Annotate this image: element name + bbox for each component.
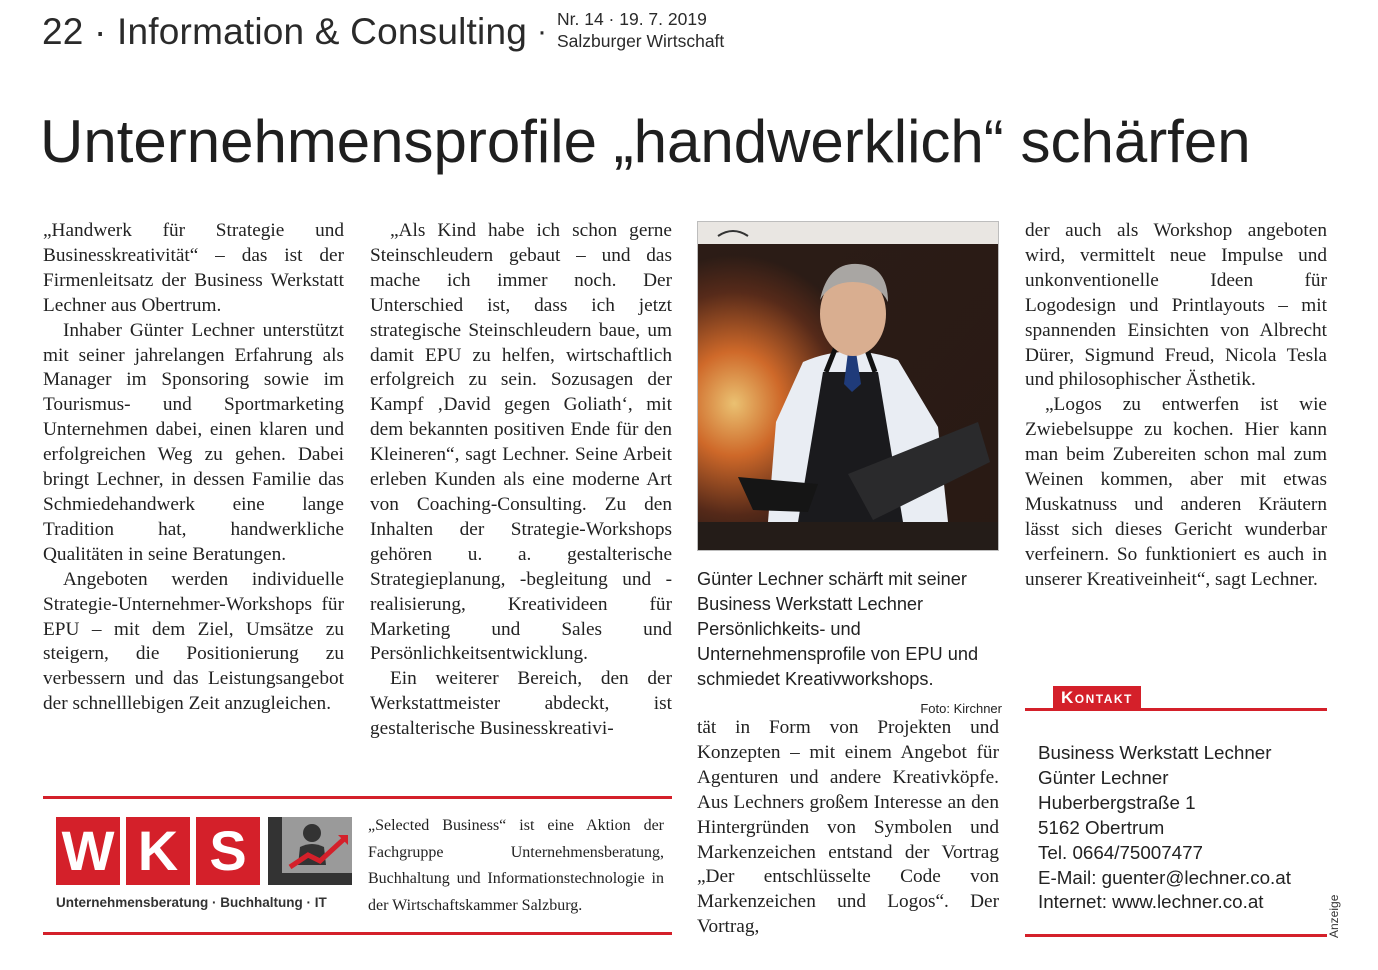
paragraph: „Handwerk für Strategie und Businesskreativität“ – das ist der Firmenleitsatz der Business Werkstatt Lechner aus Obertrum.: [43, 220, 344, 316]
contact-header: [1025, 686, 1327, 711]
paragraph: „Logos zu entwerfen ist wie Zwiebelsuppe zu kochen. Hier kann man beim Zubereiten schon mal zum Weinen kommen, aber mit etwas Muskatnuss und anderen Kräutern lässt sich dieses Gericht wunderbar verfeinern. So funktioniert es auch in unserer Kreativeinheit“, sagt Lechner.: [1025, 394, 1327, 590]
logo-letter-s: S: [196, 817, 260, 885]
contact-phone: Tel. 0664/75007477: [1038, 841, 1204, 863]
photo-credit: Foto: Kirchner: [920, 700, 1002, 716]
article-column-2: [370, 219, 672, 742]
ad-marker-wrap: [1327, 894, 1370, 952]
paragraph: Inhaber Günter Lechner unterstützt mit seiner jahrelangen Erfahrung als Manager im Sponsoring sowie im Tourismus- und Sportmarketing Unternehmen dabei, einen klaren und erfolgreichen Weg zu gehen. Dabei bringt Lechner, in dessen Familie das Schmiedehandwerk eine lange Tradition hat, handwerkliche Qualitäten in seine Beratungen.: [43, 319, 344, 565]
wks-description: „Selected Business“ ist eine Aktion der Fachgruppe Unternehmensberatung, Buchhaltung und Informationstechnologie in der Wirtschaftskammer Salzburg.: [368, 817, 664, 914]
paragraph: tät in Form von Projekten und Konzepten – mit einem Angebot für Agenturen und andere Kreativköpfe. Aus Lechners großem Interesse an den Hintergründen von Symbolen und Markenzeichen entstand der Vortrag „Der entschlüsselte Code von Markenzeichen und Logos“. Der Vortrag,: [697, 717, 999, 938]
contact-email: E-Mail: guenter@lechner.co.at: [1038, 866, 1291, 888]
article-headline: Unternehmensprofile „handwerklich“ schärfen: [40, 108, 1251, 175]
contact-website: Internet: www.lechner.co.at: [1038, 891, 1264, 913]
contact-person: Günter Lechner: [1038, 766, 1169, 788]
wks-tagline: Unternehmensberatung · Buchhaltung · IT: [56, 895, 327, 910]
ad-marker: Anzeige: [1327, 894, 1341, 938]
article-photo: [697, 221, 999, 551]
contact-bottom-rule: [1025, 934, 1327, 937]
paragraph: Ein weiterer Bereich, den der Werkstattmeister abdeckt, ist gestalterische Businesskreativi-: [370, 668, 672, 740]
photo-portrait-blacksmith: [698, 222, 999, 551]
photo-caption: [697, 567, 1002, 721]
publication-name: Salzburger Wirtschaft: [557, 31, 725, 51]
contact-label: Kontakt: [1053, 686, 1141, 708]
section-title: 22 · Information & Consulting: [42, 11, 527, 52]
article-column-1: [43, 219, 344, 717]
contact-details: [1038, 741, 1328, 915]
issue-number-date: Nr. 14 · 19. 7. 2019: [557, 9, 707, 29]
masthead-separator: ·: [537, 15, 547, 48]
caption-text: Günter Lechner schärft mit seiner Business Werkstatt Lechner Persönlichkeits- und Unternehmensprofile von EPU und schmiedet Kreativworkshops.: [697, 569, 979, 689]
wks-logo: [54, 817, 354, 917]
paragraph: der auch als Workshop angeboten wird, vermittelt neue Impulse und unkonventionelle Ideen für Logodesign und Printlayouts – mit spannenden Einsichten von Albrecht Dürer, Sigmund Freud, Nicola Tesla und philosophischer Ästhetik.: [1025, 220, 1327, 391]
wks-info-box: [43, 796, 672, 935]
issue-info: [557, 8, 724, 52]
contact-street: Huberbergstraße 1: [1038, 791, 1196, 813]
contact-city: 5162 Obertrum: [1038, 816, 1165, 838]
article-column-3: [697, 716, 999, 940]
consultant-chart-icon: [268, 817, 352, 885]
logo-letter-w: W: [56, 817, 120, 885]
logo-letter-k: K: [126, 817, 190, 885]
article-column-4: [1025, 219, 1327, 593]
paragraph: „Als Kind habe ich schon gerne Steinschleudern gebaut – und das mache ich immer noch. Der Unterschied ist, dass ich jetzt strategische Steinschleudern baue, um damit EPU zu helfen, wirtschaftlich erfolgreich zu sein. Sozusagen der Kampf ‚David gegen Goliath‘, mit dem bekannten positiven Ende für den Kleineren“, sagt Lechner. Seine Arbeit erleben Kunden als eine moderne Art von Coaching-Consulting. Zu den Inhalten der Strategie-Workshops gehören u. a. gestalterische Strategieplanung, -begleitung und -realisierung, Kreativideen für Marketing und Sales und Persönlichkeitsentwicklung.: [370, 220, 672, 665]
masthead: [42, 6, 724, 58]
paragraph: Angeboten werden individuelle Strategie-Unternehmer-Workshops für EPU – mit dem Ziel, Umsätze zu steigern, die Positionierung zu verbessern und das Leistungsangebot der schnelllebigen Zeit anzugleichen.: [43, 568, 344, 715]
contact-company: Business Werkstatt Lechner: [1038, 742, 1272, 763]
